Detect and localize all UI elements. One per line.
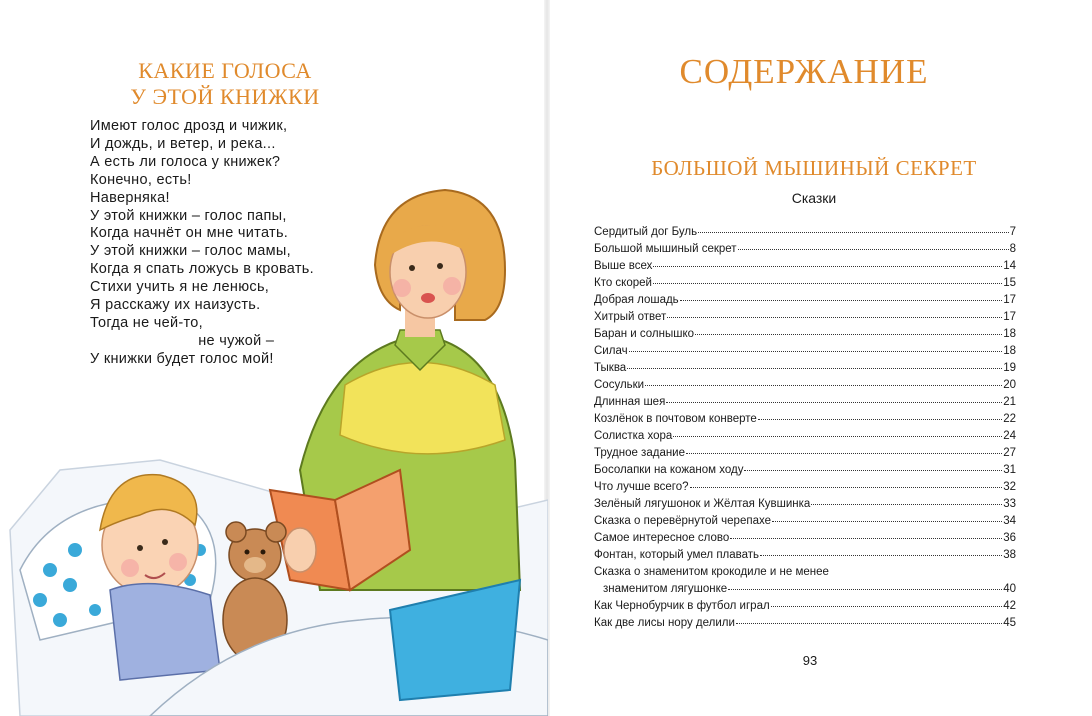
- toc-entry-title: знаменитом лягушонке: [603, 583, 728, 595]
- toc-entry-title: Большой мышиный секрет: [594, 243, 737, 255]
- toc-entry-title: Сказка о знаменитом крокодиле и не менее: [594, 566, 829, 578]
- toc-entry-page: 17: [1003, 311, 1016, 323]
- toc-entry-title: Сердитый дог Буль: [594, 226, 698, 238]
- poem-line: не чужой –: [90, 332, 275, 349]
- poem-line: Имеют голос дрозд и чижик,: [90, 118, 288, 134]
- table-of-contents: [594, 224, 1016, 632]
- toc-leader: [730, 528, 1002, 539]
- toc-entry-page: 17: [1003, 294, 1016, 306]
- toc-leader: [698, 222, 1008, 233]
- toc-entry-page: 45: [1003, 617, 1016, 629]
- toc-leader: [772, 511, 1002, 522]
- toc-leader: [690, 477, 1003, 488]
- toc-entry-title: Козлёнок в почтовом конверте: [594, 413, 757, 425]
- toc-entry-page: 15: [1003, 277, 1016, 289]
- toc-leader: [645, 375, 1002, 386]
- poem-line: И дождь, и ветер, и река...: [90, 135, 276, 152]
- toc-entry-page: 31: [1003, 464, 1016, 476]
- toc-entry-page: 36: [1003, 532, 1016, 544]
- toc-leader: [738, 239, 1009, 250]
- poem-line: Я расскажу их наизусть.: [90, 297, 261, 314]
- section-title: БОЛЬШОЙ МЫШИНЫЙ СЕКРЕТ: [651, 156, 977, 180]
- toc-entry-page: 34: [1003, 515, 1016, 527]
- toc-leader: [667, 307, 1002, 318]
- toc-entry-page: 19: [1003, 362, 1016, 374]
- toc-leader: [653, 256, 1002, 267]
- poem-line: Стихи учить я не ленюсь,: [90, 279, 270, 296]
- toc-entry-title: Как Чернобурчик в футбол играл: [594, 600, 770, 612]
- toc-entry-title: Хитрый ответ: [594, 311, 667, 323]
- poem-line: Наверняка!: [90, 189, 170, 206]
- toc-entry-page: 22: [1003, 413, 1016, 425]
- toc-entry-page: 38: [1003, 549, 1016, 561]
- toc-entry-title: Баран и солнышко: [594, 328, 695, 340]
- toc-entry-title: Длинная шея: [594, 396, 666, 408]
- toc-leader: [627, 358, 1002, 369]
- toc-entry-page: 27: [1003, 447, 1016, 459]
- poem-line: У этой книжки – голос папы,: [90, 207, 287, 224]
- toc-entry-title: Солистка хора: [594, 430, 673, 442]
- toc-entry-page: 18: [1003, 328, 1016, 340]
- toc-entry-page: 20: [1003, 379, 1016, 391]
- toc-leader: [686, 443, 1002, 454]
- toc-leader: [758, 409, 1002, 420]
- toc-leader: [629, 341, 1003, 352]
- poem-line: А есть ли голоса у книжек?: [90, 153, 281, 170]
- toc-leader: [673, 426, 1002, 437]
- toc-entry-title: Кто скорей: [594, 277, 652, 289]
- toc-leader: [680, 290, 1003, 301]
- section-subtitle: Сказки: [791, 190, 837, 206]
- toc-entry[interactable]: [594, 547, 1016, 564]
- poem-line: Когда я спать ложусь в кровать.: [90, 261, 314, 278]
- poem-line: У книжки будет голос мой!: [90, 350, 274, 367]
- toc-entry-page: 42: [1003, 600, 1016, 612]
- toc-entry-title: Зелёный лягушонок и Жёлтая Кувшинка: [594, 498, 811, 510]
- poem-title: [90, 58, 360, 110]
- toc-entry-title: Босолапки на кожаном ходу: [594, 464, 744, 476]
- toc-leader: [728, 579, 1002, 590]
- toc-entry-title: Сказка о перевёрнутой черепахе: [594, 515, 771, 527]
- toc-leader: [771, 596, 1003, 607]
- toc-entry-title: Как две лисы нору делили: [594, 617, 735, 629]
- toc-entry-title: Самое интересное слово: [594, 532, 730, 544]
- poem-line: Когда начнёт он мне читать.: [90, 225, 289, 242]
- contents-heading: СОДЕРЖАНИЕ: [679, 52, 929, 91]
- toc-leader: [744, 460, 1002, 471]
- toc-entry-title: Фонтан, который умел плавать: [594, 549, 760, 561]
- poem-line: У этой книжки – голос мамы,: [90, 243, 291, 260]
- toc-entry-title: Выше всех: [594, 260, 653, 272]
- poem-line: Конечно, есть!: [90, 171, 192, 188]
- toc-entry-title: Силач: [594, 345, 628, 357]
- toc-entry-page: 7: [1009, 226, 1016, 238]
- mother-reading-illustration: [0, 170, 548, 716]
- toc-entry-title: Трудное задание: [594, 447, 686, 459]
- toc-entry-title: Добрая лошадь: [594, 294, 679, 306]
- poem-line: Тогда не чей-то,: [90, 314, 203, 331]
- toc-entry-title: Что лучше всего?: [594, 481, 689, 493]
- toc-leader: [811, 494, 1002, 505]
- toc-leader: [760, 545, 1002, 556]
- poem-title-line: У ЭТОЙ КНИЖКИ: [130, 84, 320, 109]
- toc-leader: [736, 613, 1002, 624]
- toc-leader: [666, 392, 1002, 403]
- toc-entry-page: 24: [1003, 430, 1016, 442]
- toc-leader: [695, 324, 1002, 335]
- toc-entry-page: 40: [1003, 583, 1016, 595]
- toc-entry-title: Сосульки: [594, 379, 645, 391]
- toc-entry-page: 33: [1003, 498, 1016, 510]
- toc-entry-title: Тыква: [594, 362, 627, 374]
- page-number: 93: [802, 653, 818, 668]
- poem-title-line: КАКИЕ ГОЛОСА: [138, 58, 312, 83]
- toc-entry-page: 8: [1009, 243, 1016, 255]
- toc-entry[interactable]: [594, 615, 1016, 632]
- toc-entry-page: 14: [1003, 260, 1016, 272]
- toc-entry-page: 18: [1003, 345, 1016, 357]
- toc-entry-page: 21: [1003, 396, 1016, 408]
- toc-entry-page: 32: [1003, 481, 1016, 493]
- toc-leader: [653, 273, 1002, 284]
